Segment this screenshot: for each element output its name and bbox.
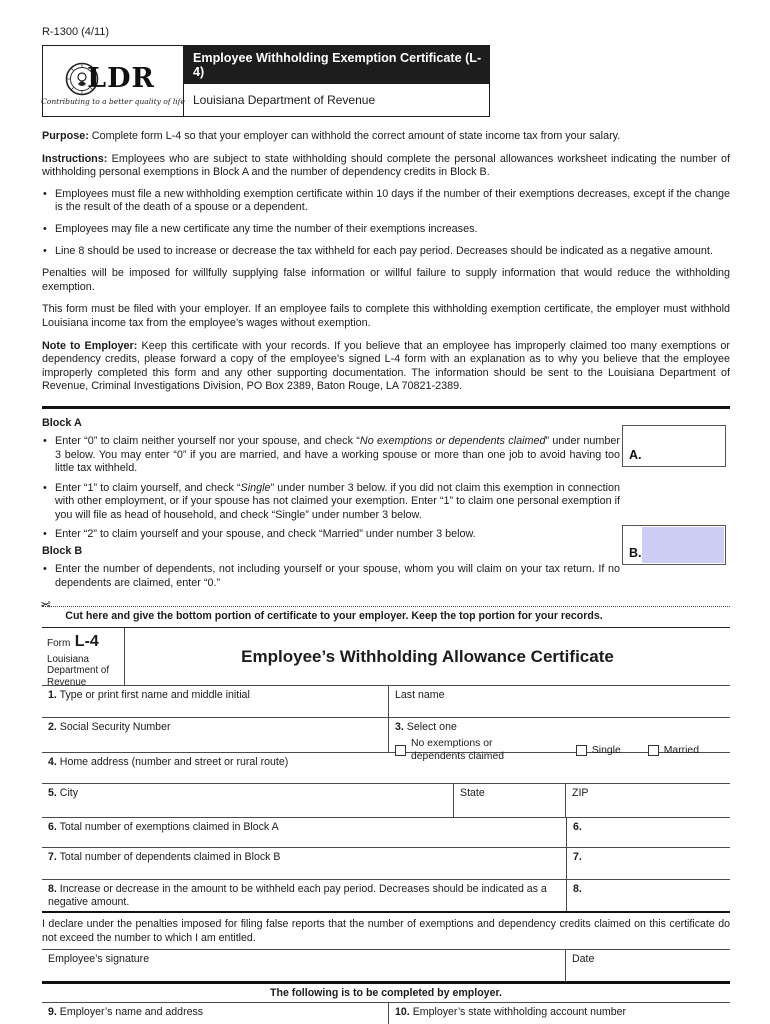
block-b-bullet-1: • Enter the number of dependents, not including yourself or your spouse, whom you will claim on your tax return. If no dependents are claimed, enter “0.” — [42, 563, 620, 590]
line6-label-cell: 6. Total number of exemptions claimed in Block A — [48, 821, 279, 834]
instruction-bullet-2: • Employees may file a new certificate any time the number of their exemptions increases. — [42, 223, 730, 237]
ldr-logo — [43, 46, 184, 116]
ldr-wordmark: LDR — [87, 63, 155, 94]
withholding-account-field[interactable]: 10. Employer’s state withholding account number — [388, 1003, 730, 1024]
form-subtitle: Louisiana Department of Revenue — [193, 93, 376, 107]
purpose-paragraph: Purpose: Complete form L-4 so that your employer can withhold the correct amount of state income tax from your salary. — [42, 130, 621, 142]
home-address-field[interactable]: 4. Home address (number and street or rural route) — [48, 756, 289, 769]
line7-label-cell: 7. Total number of dependents claimed in Block B — [48, 851, 281, 864]
line7-entry-field[interactable]: 7. — [566, 848, 730, 879]
instruction-bullet-1: • Employees must file a new withholding exemption certificate within 10 days if the number of their exemptions decreases, except if the change is the result of the death of a spouse or a dependent. — [42, 188, 730, 215]
declaration-text: I declare under the penalties imposed for filing false reports that the number of exemptions and dependency credits claimed on this certificate do not exceed the number to which I am entitled. — [42, 913, 730, 950]
penalties-paragraph: Penalties will be imposed for willfully supplying false information or willful failure to supply information that would reduce the withholding exemption. — [42, 267, 730, 293]
scissors-icon: ✂ — [40, 597, 51, 613]
block-b-heading: Block B — [42, 545, 83, 558]
note-to-employer-paragraph: Note to Employer: Keep this certificate with your records. If you believe that an employee has improperly claimed too many exemptions or dependency credits, please forward a copy of the employee’s signed L-4 form with an explanation as to why you believe that the employee improperly completed this form and any other supporting documentation. The information should be sent to the Louisiana Department of Revenue, Criminal Investigations Division, PO Box 2389, Baton Rouge, LA 70821-2389. — [42, 339, 730, 393]
employee-signature-field[interactable]: Employee’s signature — [48, 953, 150, 966]
state-field[interactable]: State — [453, 784, 565, 817]
form-header — [42, 45, 490, 117]
form-number: R-1300 (4/11) — [42, 26, 110, 38]
note-label: Note to Employer: — [42, 339, 138, 352]
zip-field[interactable]: ZIP — [565, 784, 730, 817]
line8-label-cell: 8. Increase or decrease in the amount to be withheld each pay period. Decreases should be indicated as a negative amount. — [48, 883, 547, 909]
logo-tagline: Contributing to a better quality of life — [41, 96, 185, 106]
instructions-label: Instructions: — [42, 152, 108, 165]
block-a-bullet-3: • Enter “2” to claim yourself and your spouse, and check “Married” under number 3 below. — [42, 528, 620, 542]
checkbox-married[interactable]: Married — [648, 744, 699, 757]
block-a-bullet-1: • Enter “0” to claim neither yourself nor your spouse, and check “No exemptions or dependents claimed” under number 3 below. You may enter “0” if you are married, and have a working spouse or more than one job to avoid having too little tax withheld. — [42, 435, 620, 476]
cut-instruction: Cut here and give the bottom portion of certificate to your employer. Keep the top portion for your records. — [65, 610, 603, 623]
date-field[interactable]: Date — [565, 950, 730, 981]
l4-certificate — [42, 627, 730, 1024]
cut-line-section — [40, 597, 730, 623]
city-field[interactable]: 5. City — [48, 787, 79, 800]
instruction-bullet-3: • Line 8 should be used to increase or decrease the tax withheld for each pay period. Decreases should be indicated as a negative amount. — [42, 245, 730, 259]
checkbox-single[interactable]: Single — [576, 744, 621, 757]
checkbox-no-exemptions[interactable]: No exemptions or dependents claimed — [395, 737, 549, 763]
block-b-box-label: B. — [629, 545, 642, 560]
l4-agency: Louisiana Department of Revenue — [47, 654, 110, 688]
l4-form-code: L-4 — [74, 633, 99, 651]
block-b-entry-box[interactable] — [622, 525, 726, 565]
ssn-field[interactable]: 2. Social Security Number — [48, 721, 171, 734]
employer-section-heading: The following is to be completed by employer. — [42, 984, 730, 1003]
certificate-title: Employee’s Withholding Allowance Certificate — [241, 646, 614, 666]
section-divider — [42, 406, 730, 409]
employer-name-field[interactable]: 9. Employer’s name and address — [48, 1006, 204, 1019]
block-a-heading: Block A — [42, 416, 82, 429]
block-b-input-field[interactable] — [642, 527, 724, 563]
worksheet-blocks — [42, 417, 730, 590]
instructions-paragraph: Instructions: Employees who are subject to state withholding should complete the personal allowances worksheet indicating the number of withholding personal exemptions in Block A and the number of dependency credits in Block B. — [42, 152, 730, 179]
l4-form-id-cell: Form L-4 Louisiana Department of Revenue — [42, 628, 125, 685]
block-a-bullet-2: • Enter “1” to claim yourself, and check “Single” under number 3 below. if you did not claim this exemption in connection with other employment, or if your spouse has not claimed your exemption. Enter “1” to claim one personal exemption if you will file as head of household, and check “Single” under number 3 below. — [42, 482, 620, 523]
line8-entry-field[interactable]: 8. — [566, 880, 730, 911]
block-a-box-label: A. — [629, 447, 642, 462]
perforation-line — [42, 606, 730, 607]
filing-paragraph: This form must be filed with your employer. If an employee fails to complete this withholding exemption certificate, the employer must withhold Louisiana income tax from the employee’s wages without exemption. — [42, 303, 730, 329]
last-name-field[interactable]: Last name — [388, 686, 730, 717]
purpose-label: Purpose: — [42, 130, 89, 142]
line6-entry-field[interactable]: 6. — [566, 818, 730, 847]
form-title: Employee Withholding Exemption Certificate (L-4) — [184, 46, 489, 84]
block-a-entry-box[interactable] — [622, 425, 726, 467]
first-name-field[interactable]: 1. Type or print first name and middle initial — [48, 689, 250, 702]
select-one-cell: 3. Select one No exemptions or dependents claimed Single Married — [388, 718, 730, 752]
